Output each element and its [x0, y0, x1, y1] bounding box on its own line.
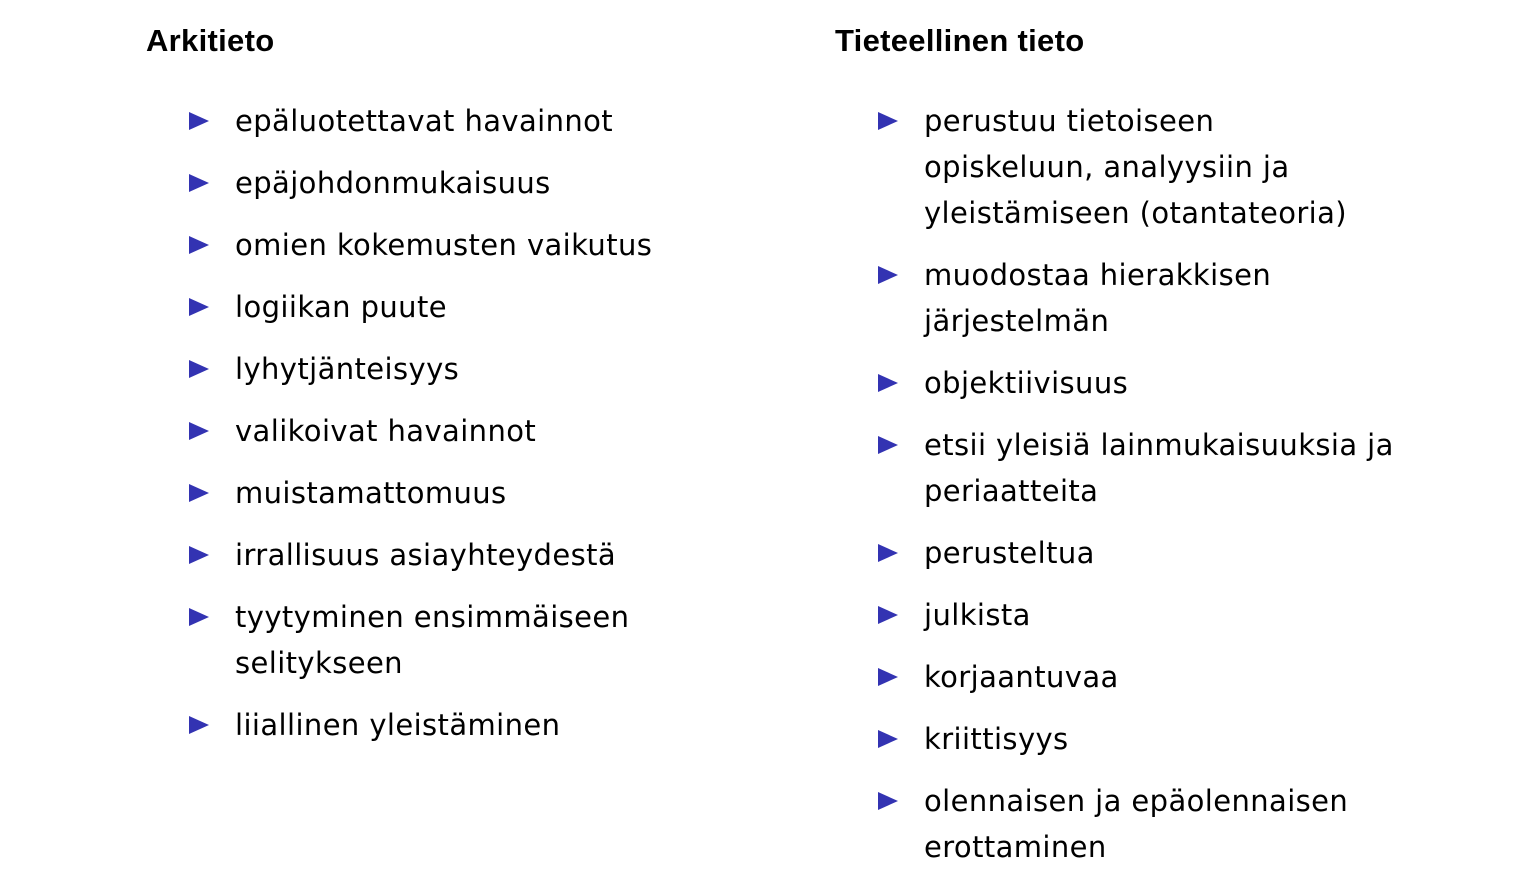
- everyday-knowledge-heading: Arkitieto: [146, 23, 275, 58]
- triangle-bullet-icon: [189, 112, 209, 130]
- list-item: [835, 716, 1384, 762]
- list-item: [146, 346, 755, 392]
- list-item-text: objektiivisuus: [924, 366, 1129, 400]
- list-item-text: epäluotettavat havainnot: [235, 104, 614, 138]
- triangle-bullet-icon: [189, 546, 209, 564]
- triangle-bullet-icon: [189, 360, 209, 378]
- list-item-text: epäjohdonmukaisuus: [235, 166, 551, 200]
- list-item: [146, 284, 755, 330]
- triangle-bullet-icon: [189, 236, 209, 254]
- triangle-bullet-icon: [189, 298, 209, 316]
- list-item: [146, 98, 755, 144]
- list-item: [835, 654, 1384, 700]
- list-item-text: logiikan puute: [235, 290, 447, 324]
- everyday-knowledge-list: [146, 98, 746, 748]
- list-item: [146, 408, 755, 454]
- triangle-bullet-icon: [189, 422, 209, 440]
- list-item-text: muistamattomuus: [235, 476, 507, 510]
- triangle-bullet-icon: [878, 112, 898, 130]
- list-item: [835, 422, 1394, 514]
- list-item: [146, 594, 655, 686]
- list-item-text: liiallinen yleistäminen: [235, 708, 561, 742]
- list-item: [146, 160, 755, 206]
- list-item-text: kriittisyys: [924, 722, 1069, 756]
- triangle-bullet-icon: [189, 716, 209, 734]
- list-item: [146, 702, 755, 748]
- everyday-knowledge-column: [146, 22, 746, 764]
- list-item: [835, 252, 1304, 344]
- list-item: [146, 532, 755, 578]
- list-item-text: lyhytjänteisyys: [235, 352, 460, 386]
- list-item: [835, 530, 1384, 576]
- triangle-bullet-icon: [878, 544, 898, 562]
- triangle-bullet-icon: [878, 730, 898, 748]
- list-item: [835, 592, 1384, 638]
- list-item: [835, 360, 1384, 406]
- list-item-text: perusteltua: [924, 536, 1095, 570]
- scientific-knowledge-column: [835, 22, 1435, 886]
- list-item-text: julkista: [924, 598, 1031, 632]
- triangle-bullet-icon: [878, 436, 898, 454]
- list-item-text: tyytyminen ensimmäiseen selitykseen: [235, 600, 630, 680]
- triangle-bullet-icon: [878, 266, 898, 284]
- scientific-knowledge-list: [835, 98, 1435, 870]
- triangle-bullet-icon: [878, 374, 898, 392]
- triangle-bullet-icon: [878, 668, 898, 686]
- list-item-text: korjaantuvaa: [924, 660, 1119, 694]
- list-item: [146, 222, 755, 268]
- list-item-text: olennaisen ja epäolennaisen erottaminen: [924, 784, 1349, 864]
- list-item: [835, 778, 1384, 870]
- triangle-bullet-icon: [878, 606, 898, 624]
- list-item-text: valikoivat havainnot: [235, 414, 537, 448]
- triangle-bullet-icon: [189, 484, 209, 502]
- list-item-text: irrallisuus asiayhteydestä: [235, 538, 617, 572]
- scientific-knowledge-heading: Tieteellinen tieto: [835, 23, 1085, 58]
- triangle-bullet-icon: [189, 174, 209, 192]
- list-item-text: muodostaa hierakkisen järjestelmän: [924, 258, 1272, 338]
- list-item-text: perustuu tietoiseen opiskeluun, analyysiin ja yleistämiseen (otantateoria): [924, 104, 1348, 230]
- list-item: [146, 470, 755, 516]
- triangle-bullet-icon: [878, 792, 898, 810]
- list-item: [835, 98, 1374, 236]
- list-item-text: omien kokemusten vaikutus: [235, 228, 653, 262]
- list-item-text: etsii yleisiä lainmukaisuuksia ja periaatteita: [924, 428, 1394, 508]
- triangle-bullet-icon: [189, 608, 209, 626]
